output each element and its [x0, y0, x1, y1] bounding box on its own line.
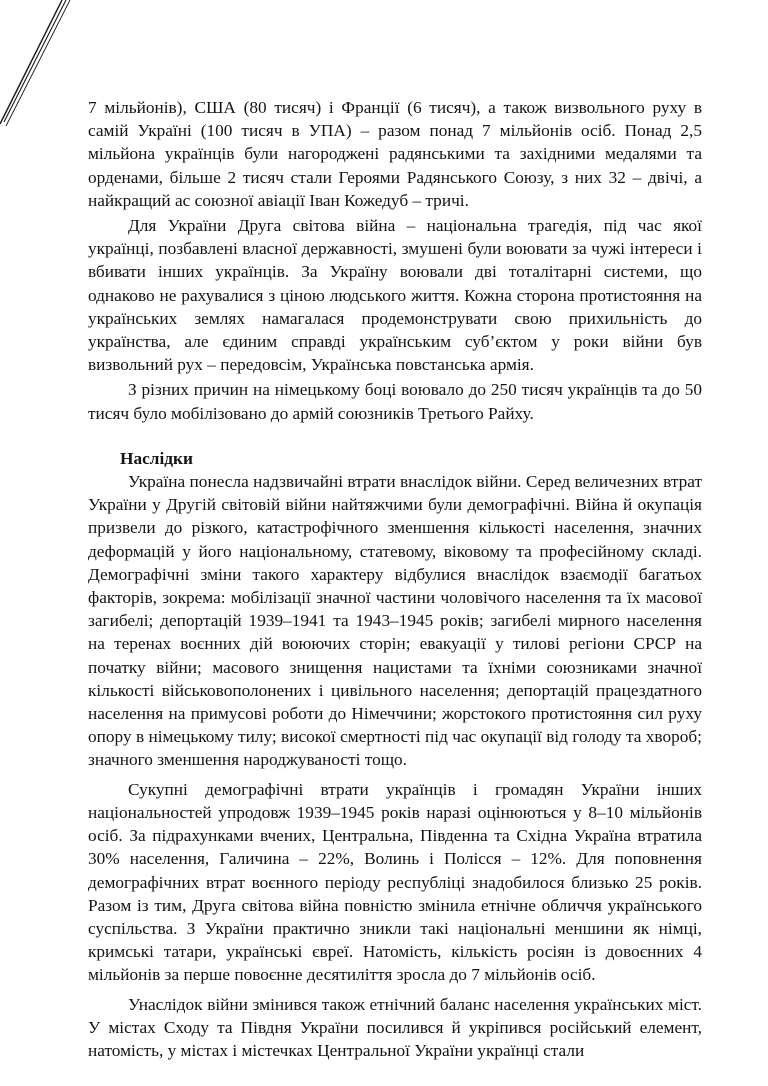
paragraph-demographic-losses: Сукупні демографічні втрати українців і громадян України інших національностей упродовж 1939–1945 років наразі оцінюються у 8–10 мільйонів осіб. За підрахунками вчених, Центральна, Південна та Східна Україна втратила 30% населення, Галичина – 22%, Волинь і Полісся – 12%. Для поповнення демографічних втрат воєнного періоду республіці знадобилося близько 25 років. Разом із тим, Друга світова війна повністю змінила етнічне обличчя українського суспільства. З України практично зникли такі національні меншини як німці, кримські татари, українські євреї. Натомість, кількість росіян із довоєнних 4 мільйонів за перше повоєнне десятиліття зросла до 7 мільйонів осіб.	[88, 779, 702, 985]
paragraph-military-participation: 7 мільйонів), США (80 тисяч) і Франції (6 тисяч), а також визвольного руху в самій Україні (100 тисяч в УПА) – разом понад 7 мільйонів осіб. Понад 2,5 мільйона українців були нагороджені радянськими та західними медалями та орденами, більше 2 тисяч стали Героями Радянського Союзу, з них 32 – двічі, а найкращий ас союзної авіації Іван Кожедуб – тричі.	[88, 98, 702, 210]
document-body	[88, 96, 702, 1062]
paragraph-losses: Україна понесла надзвичайні втрати внаслідок війни. Серед величезних втрат України у Другій світовій війни найтяжчими були демографічні. Війна й окупація призвели до різкого, катастрофічного зменшення кількості населення, значних деформацій у його національному, статевому, віковому та професійному складі. Демографічні зміни такого характеру відбулися внаслідок взаємодії багатьох факторів, зокрема: мобілізації значної частини чоловічого населення та їх масової загибелі; депортацій 1939–1941 та 1943–1945 років; загибелі мирного населення на теренах воєнних дій воюючих сторін; евакуації у тилові регіони СРСР на початку війни; масового знищення нацистами та їхніми союзниками значної кількості військовополонених і цивільного населення; депортацій працездатного населення на примусові роботи до Німеччини; жорстокого протистояння сил руху опору в німецькому тилу; високої смертності під час окупації від голоду та хвороб; значного зменшення народжуваності тощо.	[88, 472, 702, 770]
paragraph-national-tragedy: Для України Друга світова війна – національна трагедія, під час якої українці, позбавлені власної державності, змушені були воювати за чужі інтереси і вбивати інших українців. За Україну воювали дві тоталітарні системи, що однаково не рахувалися з ціною людського життя. Кожна сторона протистояння на українських землях намагалася продемонструвати свою прихильність до українства, але єдиним справді українським суб’єктом у роки війни був визвольний рух – передовсім, Українська повстанська армія.	[88, 216, 702, 375]
section-heading: Наслідки	[120, 448, 193, 468]
paragraph-ethnic-balance: Унаслідок війни змінився також етнічний баланс населення українських міст. У містах Сходу та Півдня України посилився й укріпився російський елемент, натомість, у містах і містечках Центральної України українці стали	[88, 994, 702, 1060]
paragraph-german-side: З різних причин на німецькому боці воювало до 250 тисяч українців та до 50 тисяч було мобілізовано до армій союзників Третього Райху.	[88, 380, 702, 423]
scan-edge-marks	[0, 0, 90, 150]
